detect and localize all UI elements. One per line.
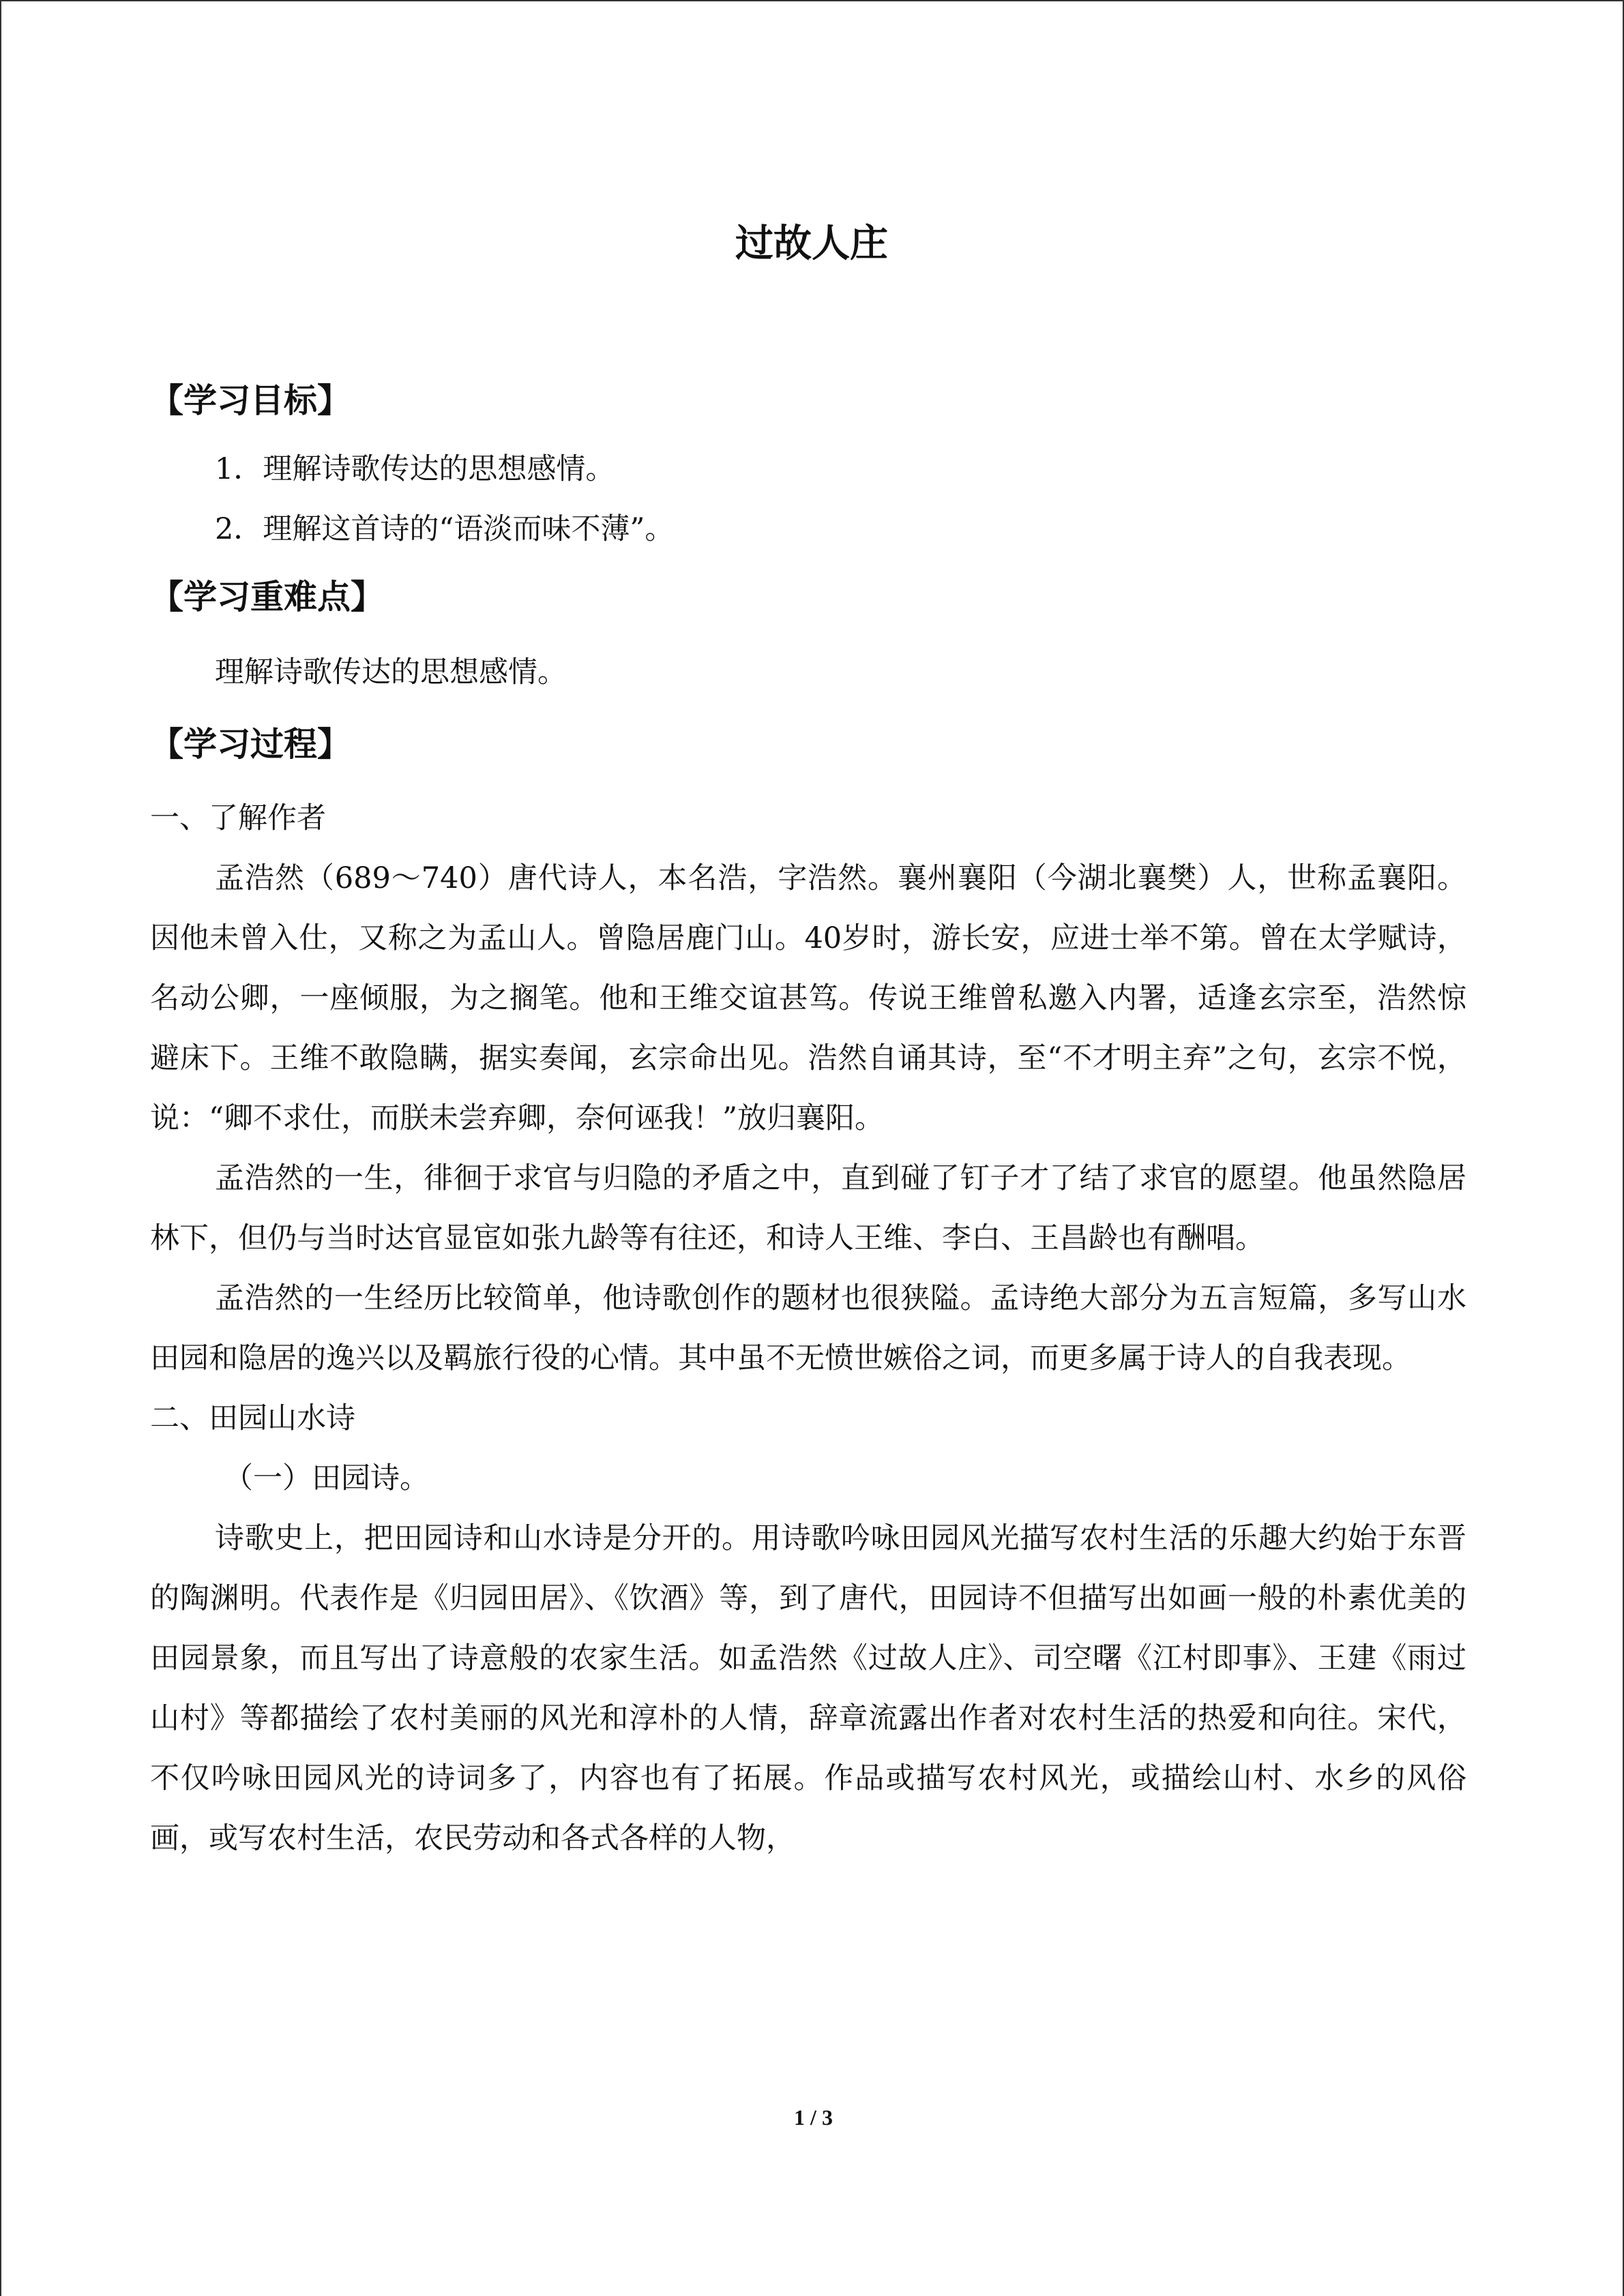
section-heading-process: 【学习过程】 xyxy=(150,725,351,764)
subsection-pastoral-poems: （一）田园诗。 xyxy=(224,1461,429,1495)
author-paragraph: 孟浩然的一生经历比较简单，他诗歌创作的题材也很狭隘。孟诗绝大部分为五言短篇，多写山水田园和隐居的逸兴以及羁旅行役的心情。其中虽不无愤世嫉俗之词，而更多属于诗人的自我表现。 xyxy=(150,1281,1466,1375)
author-paragraph: 孟浩然（689～740）唐代诗人，本名浩，字浩然。襄州襄阳（今湖北襄樊）人，世称孟襄阳。因他未曾入仕，又称之为孟山人。曾隐居鹿门山。40岁时，游长安，应进士举不第。曾在太学赋诗，名动公卿，一座倾服，为之搁笔。他和王维交谊甚笃。传说王维曾私邀入内署，适逢玄宗至，浩然惊避床下。王维不敢隐瞒，据实奏闻，玄宗命出见。浩然自诵其诗，至“不才明主弃”之句，玄宗不悦，说：“卿不求仕，而朕未尝弃卿，奈何诬我！”放归襄阳。 xyxy=(150,861,1466,1135)
document-title: 过故人庄 xyxy=(735,221,888,266)
goal-item: 2．理解这首诗的“语淡而味不薄”。 xyxy=(215,512,675,546)
section-heading-goals: 【学习目标】 xyxy=(150,381,351,420)
pastoral-paragraph: 诗歌史上，把田园诗和山水诗是分开的。用诗歌吟咏田园风光描写农村生活的乐趣大约始于东晋的陶渊明。代表作是《归园田居》、《饮酒》等，到了唐代，田园诗不但描写出如画一般的朴素优美的田园景象，而且写出了诗意般的农家生活。如孟浩然《过故人庄》、司空曙《江村即事》、王建《雨过山村》等都描绘了农村美丽的风光和淳朴的人情，辞章流露出作者对农村生活的热爱和向往。宋代，不仅吟咏田园风光的诗词多了，内容也有了拓展。作品或描写农村风光，或描绘山村、水乡的风俗画，或写农村生活，农民劳动和各式各样的人物， xyxy=(150,1521,1466,1855)
subsection-title-pastoral: 二、田园山水诗 xyxy=(150,1401,355,1435)
section-heading-key-points: 【学习重难点】 xyxy=(150,578,385,616)
author-paragraph: 孟浩然的一生，徘徊于求官与归隐的矛盾之中，直到碰了钉子才了结了求官的愿望。他虽然隐居林下，但仍与当时达官显宦如张九龄等有往还，和诗人王维、李白、王昌龄也有酬唱。 xyxy=(150,1161,1466,1255)
goal-item: 1．理解诗歌传达的思想感情。 xyxy=(215,452,615,486)
subsection-title-author: 一、了解作者 xyxy=(150,801,326,835)
page-content xyxy=(150,192,1466,1868)
key-points-text: 理解诗歌传达的思想感情。 xyxy=(215,655,567,689)
page-number: 1 / 3 xyxy=(794,2105,833,2130)
